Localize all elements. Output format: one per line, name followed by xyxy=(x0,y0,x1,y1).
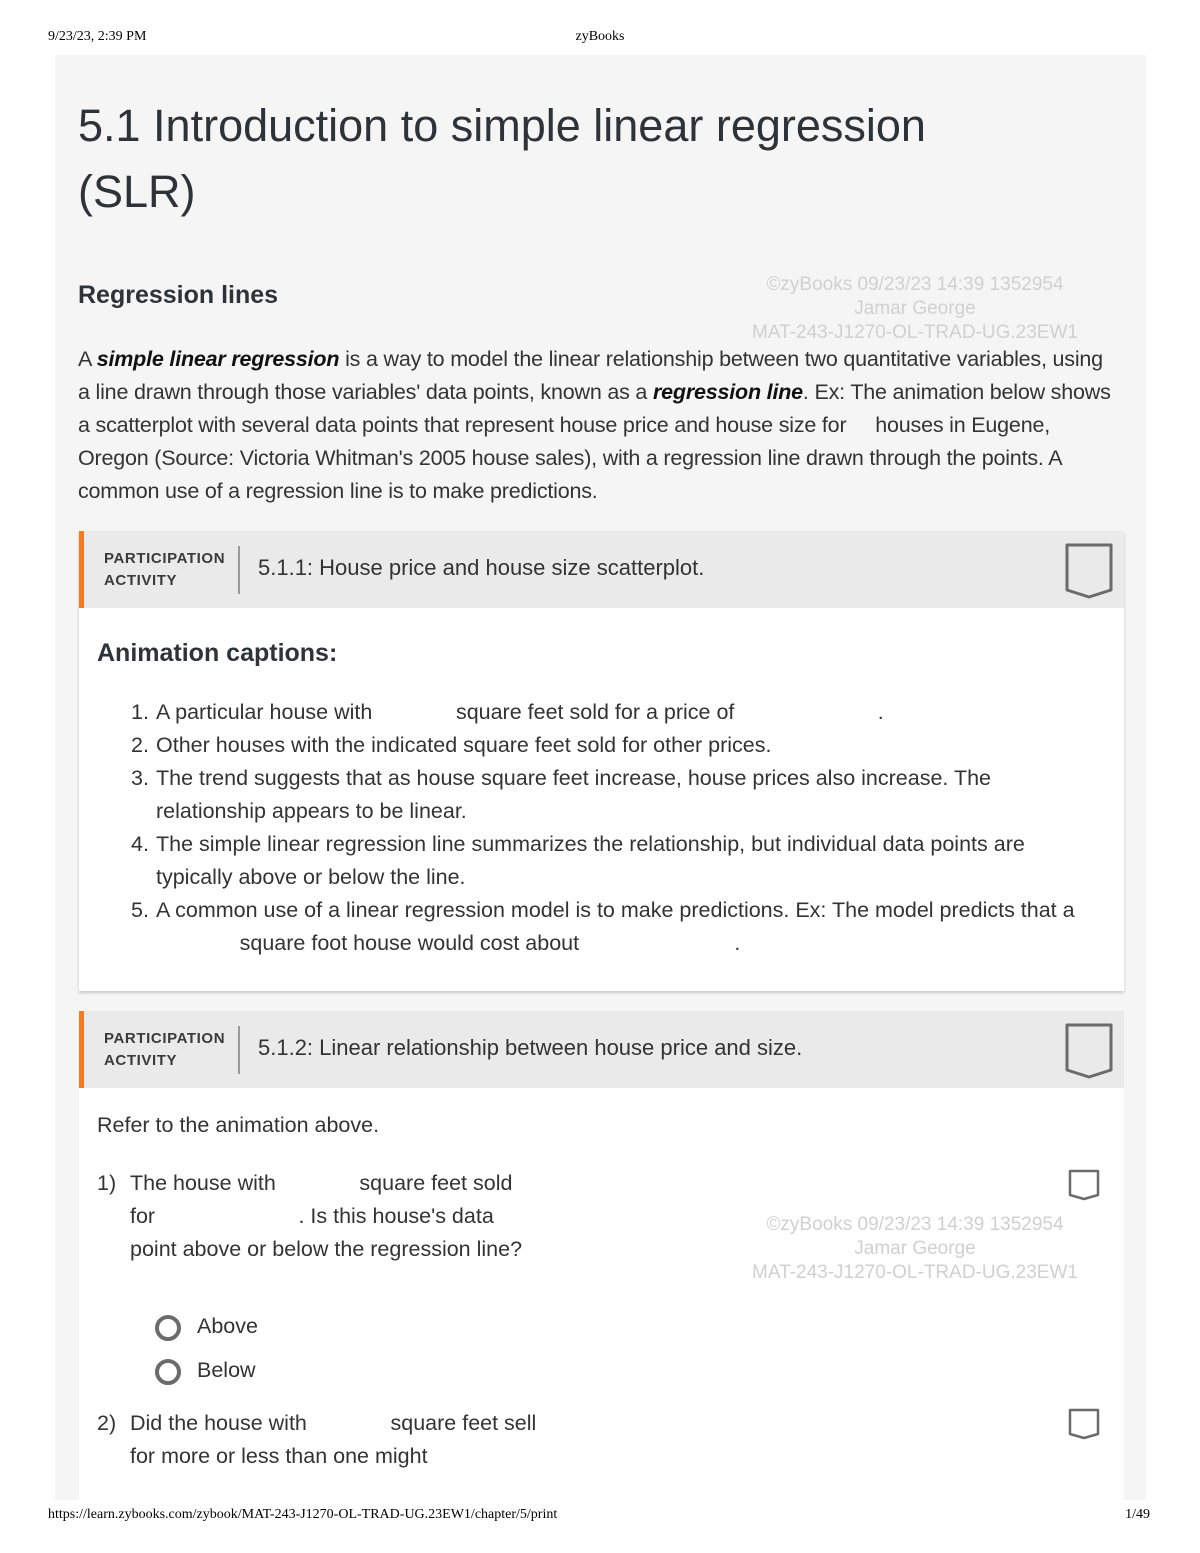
caption-text: The simple linear regression line summarizes the relationship, but individual data points are typically above or below the line. xyxy=(156,832,1025,889)
participation-activity-label xyxy=(104,1028,225,1072)
print-site-name: zyBooks xyxy=(575,29,625,44)
participation-activity-label xyxy=(104,548,225,592)
activity-header xyxy=(79,1011,1124,1088)
radio-button[interactable] xyxy=(155,1359,181,1385)
question-number: 2) xyxy=(97,1411,117,1435)
caption-text: A common use of a linear regression model is to make predictions. Ex: The model predicts that a square foot house would cost about . xyxy=(156,898,1075,955)
activity-title: 5.1.1: House price and house size scatterplot. xyxy=(258,555,705,580)
caption-number: 5. xyxy=(131,898,149,922)
caption-number: 4. xyxy=(131,832,149,856)
intro-text: A xyxy=(78,347,97,371)
question-text: The house with square feet sold for . Is this house's data point above or below the regression line? xyxy=(130,1171,523,1261)
content-page xyxy=(55,55,1146,1500)
intro-text: is a way to model the linear relationship between two quantitative variables, using a line drawn through those variables' data points, known as a xyxy=(78,347,1103,404)
header-divider xyxy=(238,1026,240,1074)
watermark-line: MAT-243-J1270-OL-TRAD-UG.23EW1 xyxy=(752,322,1078,343)
label-line: PARTICIPATION xyxy=(104,550,226,567)
section-heading: Regression lines xyxy=(78,281,279,309)
watermark-line: Jamar George xyxy=(854,298,976,319)
question-number: 1) xyxy=(97,1171,117,1195)
caption-item xyxy=(131,828,1101,894)
caption-text: A particular house with square feet sold for a price of . xyxy=(156,700,884,724)
watermark-line: Jamar George xyxy=(854,1238,976,1259)
caption-number: 1. xyxy=(131,700,149,724)
animation-captions-list xyxy=(131,696,1101,960)
watermark-line: ©zyBooks 09/23/23 14:39 1352954 xyxy=(766,1214,1064,1235)
caption-item xyxy=(131,762,1101,828)
label-line: PARTICIPATION xyxy=(104,1030,226,1047)
intro-paragraph xyxy=(78,343,1118,508)
label-line: ACTIVITY xyxy=(104,572,178,589)
refer-instruction: Refer to the animation above. xyxy=(97,1113,380,1137)
question-2 xyxy=(97,1407,537,1473)
question-2-status-icon xyxy=(1068,1408,1100,1445)
caption-text: Other houses with the indicated square feet sold for other prices. xyxy=(156,733,772,757)
header-divider xyxy=(238,546,240,594)
option-label: Above xyxy=(197,1314,258,1338)
page-title: 5.1 Introduction to simple linear regression (SLR) xyxy=(78,100,926,217)
print-header xyxy=(48,29,1152,47)
copyright-watermark xyxy=(705,1213,1125,1285)
radio-button[interactable] xyxy=(155,1315,181,1341)
caption-item xyxy=(131,729,1101,762)
print-url: https://learn.zybooks.com/zybook/MAT-243-J1270-OL-TRAD-UG.23EW1/chapter/5/print xyxy=(48,1507,558,1522)
caption-text: The trend suggests that as house square feet increase, house prices also increase. The relationship appears to be linear. xyxy=(156,766,992,823)
animation-captions-title: Animation captions: xyxy=(97,639,338,667)
completion-badge-icon xyxy=(1064,542,1114,605)
watermark-line: MAT-243-J1270-OL-TRAD-UG.23EW1 xyxy=(752,1262,1078,1283)
activity-title: 5.1.2: Linear relationship between house price and size. xyxy=(258,1035,803,1060)
completion-badge-icon xyxy=(1064,1022,1114,1085)
question-text: Did the house with square feet sell for more or less than one might xyxy=(130,1411,537,1468)
question-1 xyxy=(97,1167,537,1266)
print-datetime: 9/23/23, 2:39 PM xyxy=(48,29,147,44)
watermark-line: ©zyBooks 09/23/23 14:39 1352954 xyxy=(766,274,1064,295)
caption-item xyxy=(131,894,1101,960)
activity-header xyxy=(79,531,1124,608)
option-label: Below xyxy=(197,1358,256,1382)
print-footer xyxy=(48,1507,1152,1525)
intro-text: . Ex: The animation below shows a scatterplot with several data points that represent house price and house size for houses in Eugene, Oregon (Source: Victoria Whitman's 2005 house sales), with a regression line drawn through the points. A common use of a regression line is to make predictions. xyxy=(78,380,1111,503)
print-page-number: 1/49 xyxy=(1125,1507,1150,1522)
caption-number: 3. xyxy=(131,766,149,790)
participation-activity-5-1-1 xyxy=(79,531,1124,991)
caption-number: 2. xyxy=(131,733,149,757)
term-regression-line: regression line xyxy=(652,380,803,404)
label-line: ACTIVITY xyxy=(104,1052,178,1069)
caption-item xyxy=(131,696,1101,729)
term-simple-linear-regression: simple linear regression xyxy=(96,347,340,371)
copyright-watermark xyxy=(705,273,1125,345)
question-1-status-icon xyxy=(1068,1169,1100,1206)
